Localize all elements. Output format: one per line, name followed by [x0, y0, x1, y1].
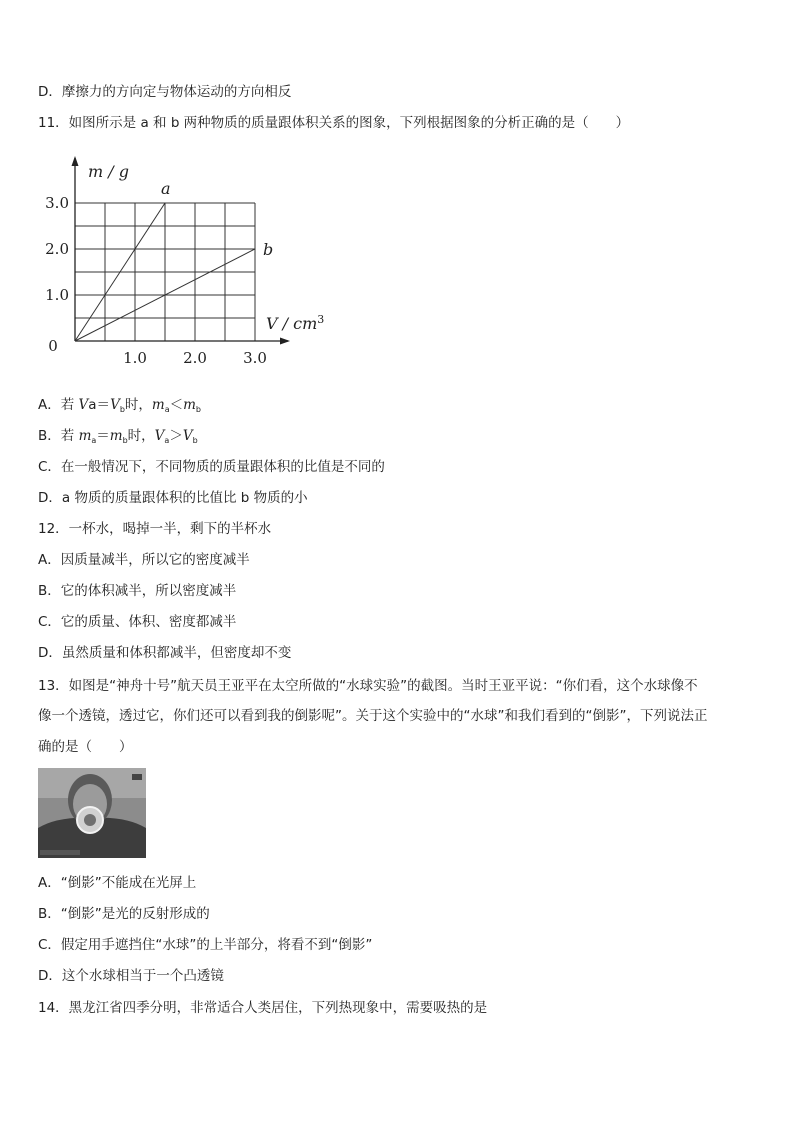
less-than: ＜: [169, 397, 184, 413]
option-a-prefix: A．若: [38, 397, 79, 413]
x-axis-arrow: [280, 338, 290, 345]
subscript: b: [119, 405, 125, 414]
x-tick-label: 2.0: [183, 349, 207, 367]
graph-labels: [45, 162, 324, 367]
q11-option-d: D．a 物质的质量跟体积的比值比 b 物质的小: [38, 490, 308, 506]
q12-option-b: B．它的体积减半，所以密度减半: [38, 583, 237, 599]
v-symbol: V: [110, 397, 120, 413]
m-symbol: m: [78, 428, 92, 444]
subscript: a: [164, 405, 170, 414]
q13-option-c: C．假定用手遮挡住“水球”的上半部分，将看不到“倒影”: [38, 937, 373, 953]
q13-stem-line1: 13．如图是“神舟十号”航天员王亚平在太空所做的“水球实验”的截图。当时王亚平说：“你们看，这个水球像不: [38, 678, 698, 694]
y-tick-label: 2.0: [45, 240, 69, 258]
q11-stem: 11．如图所示是 a 和 b 两种物质的质量跟体积关系的图象，下列根据图象的分析正确的是（ ）: [38, 115, 630, 131]
m-symbol: m: [151, 397, 165, 413]
y-tick-label: 3.0: [45, 194, 69, 212]
q13-option-b: B．“倒影”是光的反射形成的: [38, 906, 210, 922]
series-label-b: b: [263, 240, 274, 259]
grid: [75, 203, 255, 341]
y-axis-title: m / g: [88, 162, 129, 181]
x-tick-label: 1.0: [123, 349, 147, 367]
v-symbol: V: [154, 428, 165, 444]
q12-option-a: A．因质量减半，所以它的密度减半: [38, 552, 250, 568]
axes: [72, 156, 291, 345]
m-symbol: m: [183, 397, 196, 413]
q11-option-a: [38, 395, 201, 420]
q13-stem-line3: 确的是（ ）: [38, 739, 133, 755]
option-a-when: 时，: [124, 397, 152, 413]
m-symbol: m: [109, 428, 123, 444]
q11-option-c: C．在一般情况下，不同物质的质量跟体积的比值是不同的: [38, 459, 385, 475]
q14-stem: 14．黑龙江省四季分明，非常适合人类居住，下列热现象中，需要吸热的是: [38, 1000, 488, 1016]
origin-label: 0: [48, 337, 58, 355]
subscript: b: [195, 405, 201, 414]
q12-option-d: D．虽然质量和体积都减半，但密度却不变: [38, 645, 292, 661]
y-tick-label: 1.0: [45, 286, 69, 304]
series-label-a: a: [161, 179, 171, 198]
subscript: b: [192, 436, 198, 445]
water-ball-photo: [38, 768, 146, 858]
q12-stem: 12．一杯水，喝掉一半，剩下的半杯水: [38, 521, 272, 537]
v-symbol: V: [182, 428, 193, 444]
x-tick-label: 3.0: [243, 349, 267, 367]
eq-a: a＝: [88, 397, 111, 413]
x-axis-title: V / $cm^3$: [266, 313, 325, 333]
option-b-when: 时，: [127, 428, 155, 444]
equals: ＝: [96, 428, 110, 444]
subscript: a: [91, 436, 97, 445]
q13-stem-line2: 像一个透镜，透过它，你们还可以看到我的倒影呢”。关于这个实验中的“水球”和我们看到的“倒影”，下列说法正: [38, 708, 708, 724]
photo-illustration: [38, 768, 146, 858]
subscript: a: [164, 436, 170, 445]
greater-than: ＞: [169, 428, 183, 444]
y-axis-arrow: [72, 156, 79, 166]
q13-option-a: A．“倒影”不能成在光屏上: [38, 875, 197, 891]
q12-option-c: C．它的质量、体积、密度都减半: [38, 614, 237, 630]
mass-volume-graph: [30, 150, 330, 375]
option-b-prefix: B．若: [38, 428, 79, 444]
q11-option-b: [38, 426, 198, 451]
x-axis-title-superscript: 3: [317, 313, 325, 326]
q13-option-d: D．这个水球相当于一个凸透镜: [38, 968, 224, 984]
q10-option-d: D．摩擦力的方向定与物体运动的方向相反: [38, 84, 292, 100]
v-symbol: V: [78, 397, 89, 413]
subscript: b: [122, 436, 128, 445]
